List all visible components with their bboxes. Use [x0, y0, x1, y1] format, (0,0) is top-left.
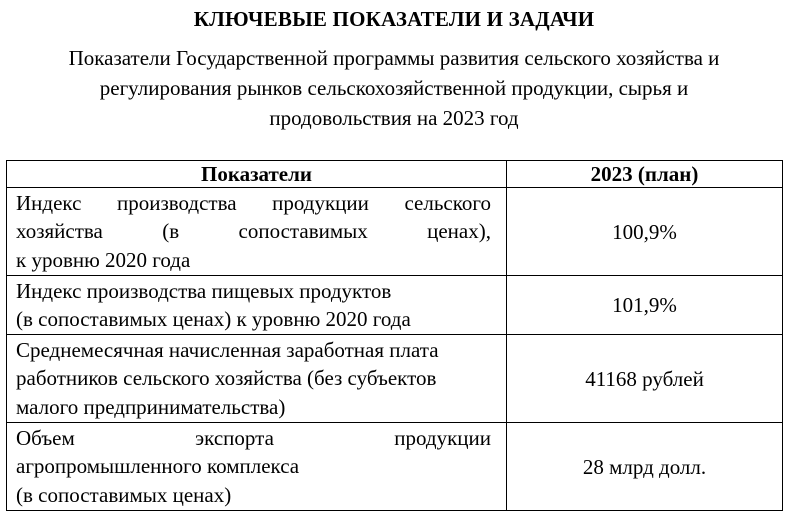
- indicator-line: агропромышленного комплекса: [16, 454, 300, 479]
- header-indicator: Показатели: [7, 161, 507, 188]
- word: продукции: [272, 190, 369, 215]
- word: Объем: [16, 425, 75, 450]
- indicator-line: [16, 217, 491, 246]
- indicator-cell: [7, 335, 507, 423]
- indicator-line: малого предпринимательства): [16, 394, 286, 419]
- subtitle-line: Показатели Государственной программы развития сельского хозяйства и: [68, 46, 720, 70]
- plan-value: 28 млрд долл.: [507, 423, 783, 511]
- table-header-row: [7, 161, 783, 188]
- table-row: [7, 276, 783, 335]
- table-row: [7, 188, 783, 276]
- table-row: [7, 335, 783, 423]
- word: хозяйства: [16, 219, 103, 244]
- word: сопоставимых: [238, 219, 368, 244]
- indicator-line: Индекс производства пищевых продуктов: [16, 278, 392, 303]
- indicator-line: [16, 424, 491, 453]
- indicator-line: (в сопоставимых ценах): [16, 482, 232, 507]
- word: (в: [162, 219, 180, 244]
- word: продукции: [394, 425, 491, 450]
- plan-value: 41168 рублей: [507, 335, 783, 423]
- plan-value: 100,9%: [507, 188, 783, 276]
- word: ценах),: [427, 219, 491, 244]
- table-row: [7, 423, 783, 511]
- indicator-line: Среднемесячная начисленная заработная плата: [16, 337, 439, 362]
- indicators-table: [6, 160, 783, 511]
- plan-value: 101,9%: [507, 276, 783, 335]
- word: Индекс: [16, 190, 82, 215]
- word: экспорта: [195, 425, 274, 450]
- indicator-cell: [7, 276, 507, 335]
- word: производства: [116, 190, 237, 215]
- subtitle: [20, 43, 768, 133]
- subtitle-line: продовольствия на 2023 год: [269, 106, 519, 130]
- header-plan-2023: 2023 (план): [507, 161, 783, 188]
- page-title: КЛЮЧЕВЫЕ ПОКАЗАТЕЛИ И ЗАДАЧИ: [193, 7, 595, 31]
- indicator-line: [16, 189, 491, 218]
- indicator-line: к уровню 2020 года: [16, 247, 191, 272]
- indicator-cell: [7, 423, 507, 511]
- indicator-cell: [7, 188, 507, 276]
- indicator-line: (в сопоставимых ценах) к уровню 2020 года: [16, 307, 411, 331]
- word: сельского: [404, 190, 491, 215]
- subtitle-line: регулирования рынков сельскохозяйственной продукции, сырья и: [99, 76, 689, 100]
- indicator-line: работников сельского хозяйства (без субъектов: [16, 366, 437, 391]
